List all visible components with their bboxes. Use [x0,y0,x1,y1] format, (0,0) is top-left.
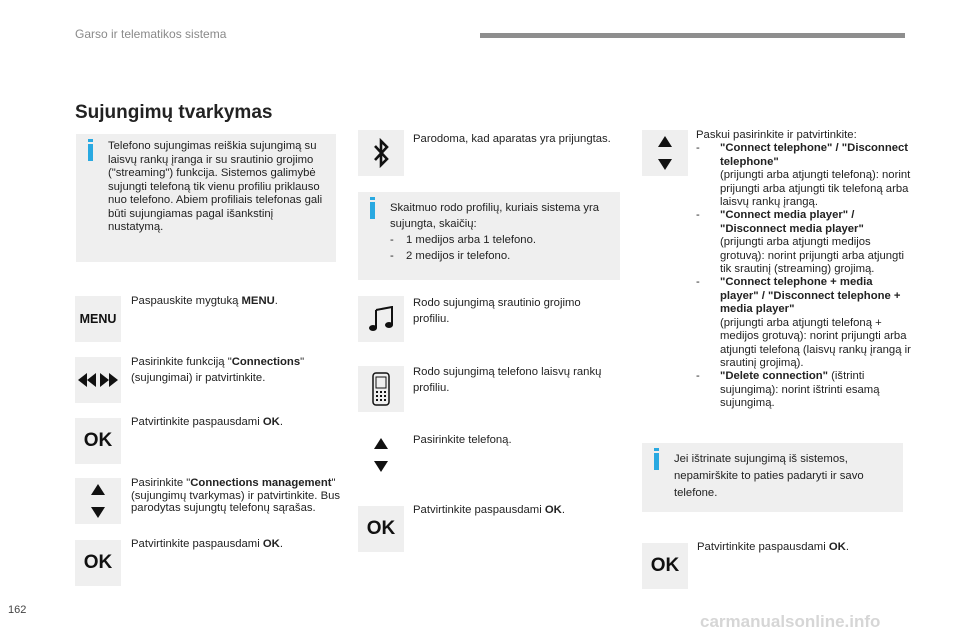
info-box-profiles [358,192,620,280]
menu-key-icon [75,296,121,342]
up-down-arrows-icon [358,432,404,478]
select-phone-desc: Pasirinkite telefoną. [413,434,512,446]
handsfree-desc: Rodo sujungimą telefono laisvų rankų profiliu. [413,366,602,394]
options-intro: Paskui pasirinkite ir patvirtinkite: [696,129,857,141]
step-5: Patvirtinkite paspausdami OK. [131,538,283,550]
up-down-arrows-icon [642,130,688,176]
seek-arrows-icon [75,357,121,403]
header-bar [480,33,905,38]
option-connect-telephone: - "Connect telephone" / "Disconnect telephone" (prijungti arba atjungti telefoną): norint prijungti arba atjungti tik telefoną arba laisvų rankų įrangą. [696,142,911,209]
phone-icon [358,366,404,412]
info-intro: Skaitmuo rodo profilių, kuriais sistema yra sujungta, skaičių: [390,202,600,230]
info-icon [654,453,659,470]
info-box-delete [642,443,903,512]
page-number: 162 [8,604,27,616]
bluetooth-desc: Parodoma, kad aparatas yra prijungtas. [413,133,611,145]
streaming-desc: Rodo sujungimą srautinio grojimo profiliu. [413,297,581,325]
music-note-icon [358,296,404,342]
info-box-pairing [76,134,336,262]
right-confirm: Patvirtinkite paspausdami OK. [697,541,849,553]
info-item: - 2 medijos ir telefono. [390,248,610,264]
ok-key-icon: OK [358,506,404,552]
step-2: Pasirinkite funkciją "Connections" (sujungimai) ir patvirtinkite. [131,356,305,384]
middle-confirm: Patvirtinkite paspausdami OK. [413,504,565,516]
ok-label: OK [83,430,113,451]
menu-label: MENU [79,312,117,326]
bluetooth-icon [358,130,404,176]
connection-options [696,129,911,411]
watermark: carmanualsonline.info [700,612,881,631]
option-connect-media: - "Connect media player" / "Disconnect media player" (prijungti arba atjungti medijos grotuvą): norint prijungti arba atjungti tik srautinį (streaming) grojimą. [696,209,911,276]
info-text: Jei ištrinate sujungimą iš sistemos, nepamirškite to paties padaryti ir savo telefone. [674,453,864,499]
ok-key-icon [75,418,121,464]
step-1: Paspauskite mygtuką MENU. [131,295,278,307]
ok-key-icon: OK [75,540,121,586]
up-down-arrows-icon [75,478,121,524]
ok-key-icon: OK [642,543,688,589]
option-connect-both: - "Connect telephone + media player" / "Disconnect telephone + media player" (prijungti arba atjungti telefoną + medijos grotuvą): norint prijungti arba atjungti telefoną (laisvų rankų įrangą ir srautinį grojimą). [696,276,911,370]
info-icon [88,144,93,161]
info-item: - 1 medijos arba 1 telefono. [390,232,610,248]
step-4: Pasirinkite "Connections management" (sujungimų tvarkymas) ir patvirtinkite. Bus parodytas sujungtų telefonų sąrašas. [131,477,341,514]
option-delete-connection: - "Delete connection" (ištrinti sujungimą): norint ištrinti esamą sujungimą. [696,370,911,410]
step-3: Patvirtinkite paspausdami OK. [131,416,283,428]
section-header: Garso ir telematikos sistema [75,27,227,41]
info-text: Telefono sujungimas reiškia sujungimą su laisvų rankų įranga ir su srautinio grojimo ("streaming") funkcija. Sistemos galimybė sujungti telefoną tik vienu profiliu priklauso nuo telefono. Abiem profiliais telefonas gali būti sujungiamas pagal išankstinį nustatymą. [108,140,323,233]
info-icon [370,202,375,219]
page-title: Sujungimų tvarkymas [75,102,273,123]
